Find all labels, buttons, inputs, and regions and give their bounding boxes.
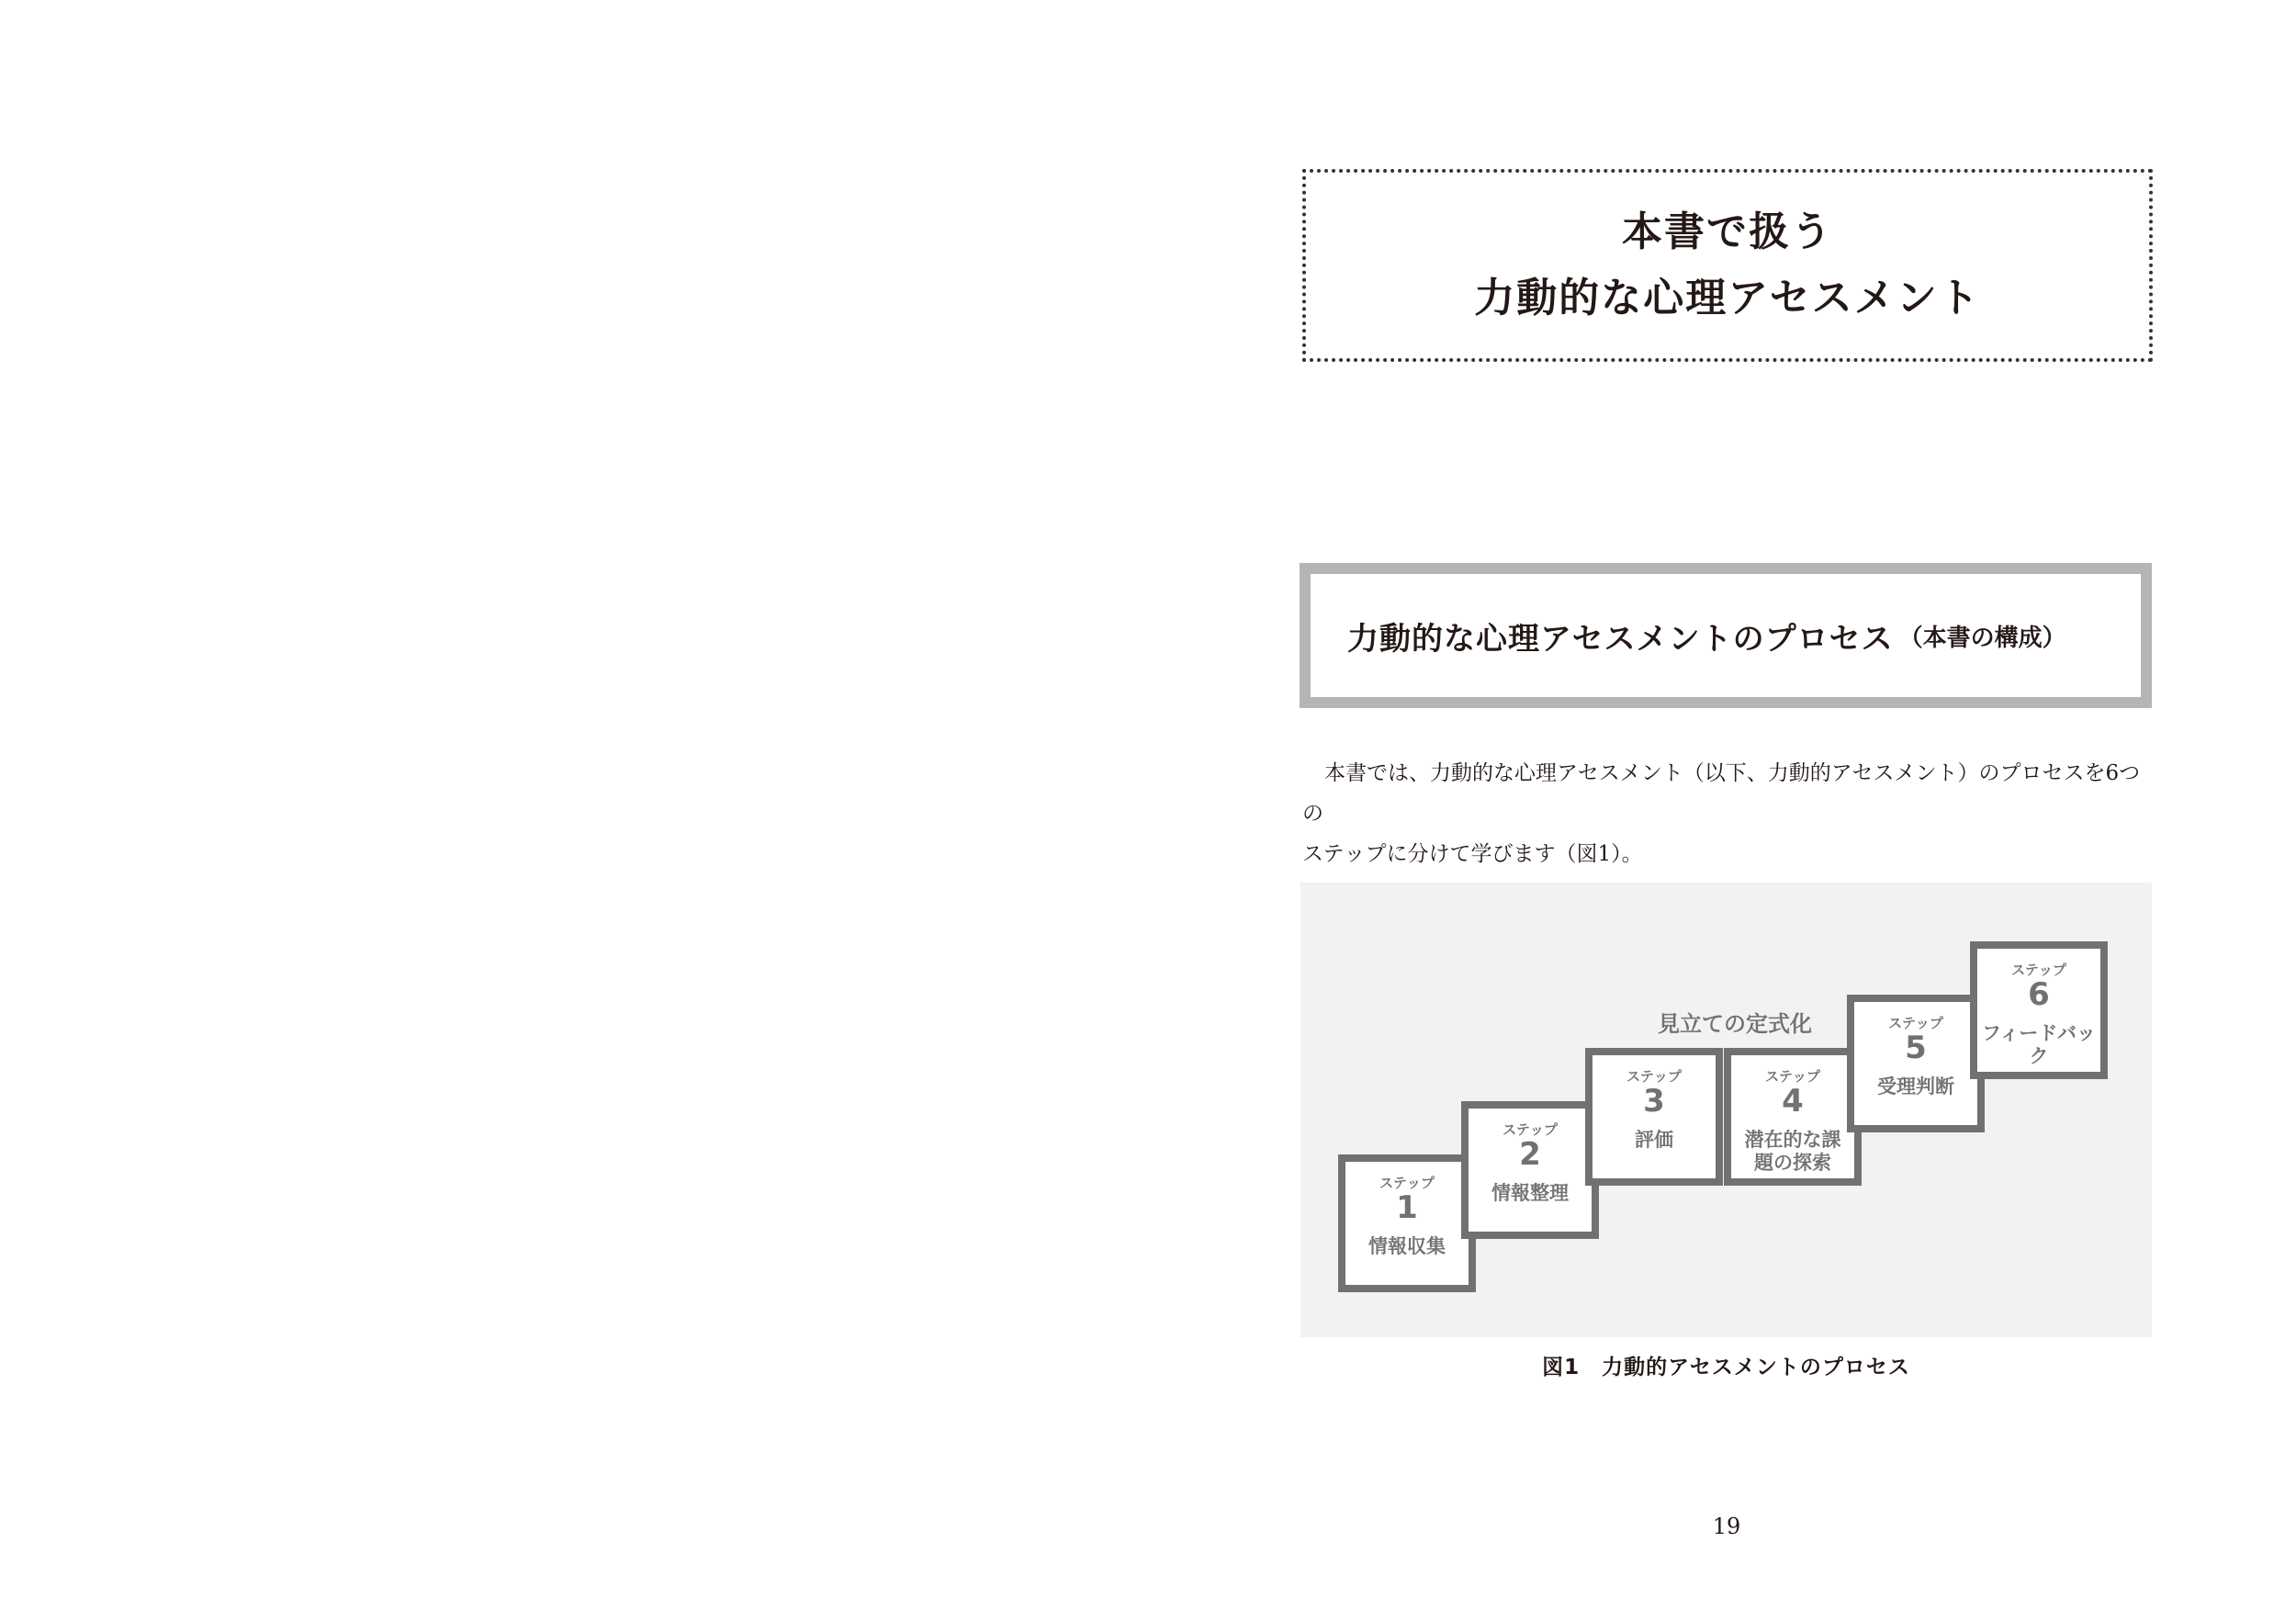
step-6-number: 6: [2028, 976, 2050, 1013]
section-heading-subtitle: （本書の構成）: [1898, 624, 2066, 652]
formulation-label: 見立ての定式化: [1658, 1011, 1812, 1037]
step-2-label: ステップ: [1503, 1121, 1558, 1138]
paragraph-1-line-1: 本書では、力動的な心理アセスメント（以下、力動的アセスメント）のプロセスを6つの: [1302, 761, 2141, 826]
step-6-name: フィードバック: [1982, 1022, 2096, 1067]
step-1-name: 情報収集: [1368, 1235, 1446, 1257]
figure-caption: 図1 力動的アセスメントのプロセス: [1542, 1356, 1910, 1379]
step-1-box: [1338, 1154, 1476, 1292]
step-2-name: 情報整理: [1491, 1182, 1569, 1204]
step-2-box: [1461, 1101, 1599, 1239]
page-number: 19: [1712, 1514, 1741, 1539]
chapter-title-line1: 本書で扱う: [1622, 208, 1833, 255]
section-heading: 力動的な心理アセスメントのプロセス: [1347, 620, 1894, 658]
step-3-label: ステップ: [1626, 1068, 1682, 1085]
chapter-title-line2: 力動的な心理アセスメント: [1474, 275, 1981, 321]
step-5-box: [1847, 995, 1985, 1132]
process-figure: [1300, 883, 2152, 1337]
step-5-name: 受理判断: [1877, 1075, 1954, 1098]
step-1-number: 1: [1396, 1189, 1418, 1226]
step-3-name: 評価: [1635, 1129, 1673, 1151]
step-4-name: 潜在的な課題の探索: [1744, 1129, 1841, 1174]
step-5-number: 5: [1905, 1030, 1927, 1066]
chapter-title-box: [1302, 169, 2153, 362]
section-heading-box: [1300, 563, 2152, 708]
step-4-number: 4: [1782, 1083, 1804, 1120]
step-6-label: ステップ: [2011, 962, 2066, 978]
step-4-label: ステップ: [1765, 1068, 1820, 1085]
paragraph-1-line-2: ステップに分けて学びます（図1）。: [1302, 842, 1643, 866]
step-3-box: [1585, 1048, 1723, 1186]
step-4-box: [1724, 1048, 1862, 1186]
step-2-number: 2: [1519, 1136, 1541, 1173]
step-1-label: ステップ: [1379, 1175, 1435, 1191]
step-6-box: [1970, 941, 2108, 1079]
step-5-label: ステップ: [1888, 1015, 1943, 1031]
step-3-number: 3: [1643, 1083, 1665, 1120]
